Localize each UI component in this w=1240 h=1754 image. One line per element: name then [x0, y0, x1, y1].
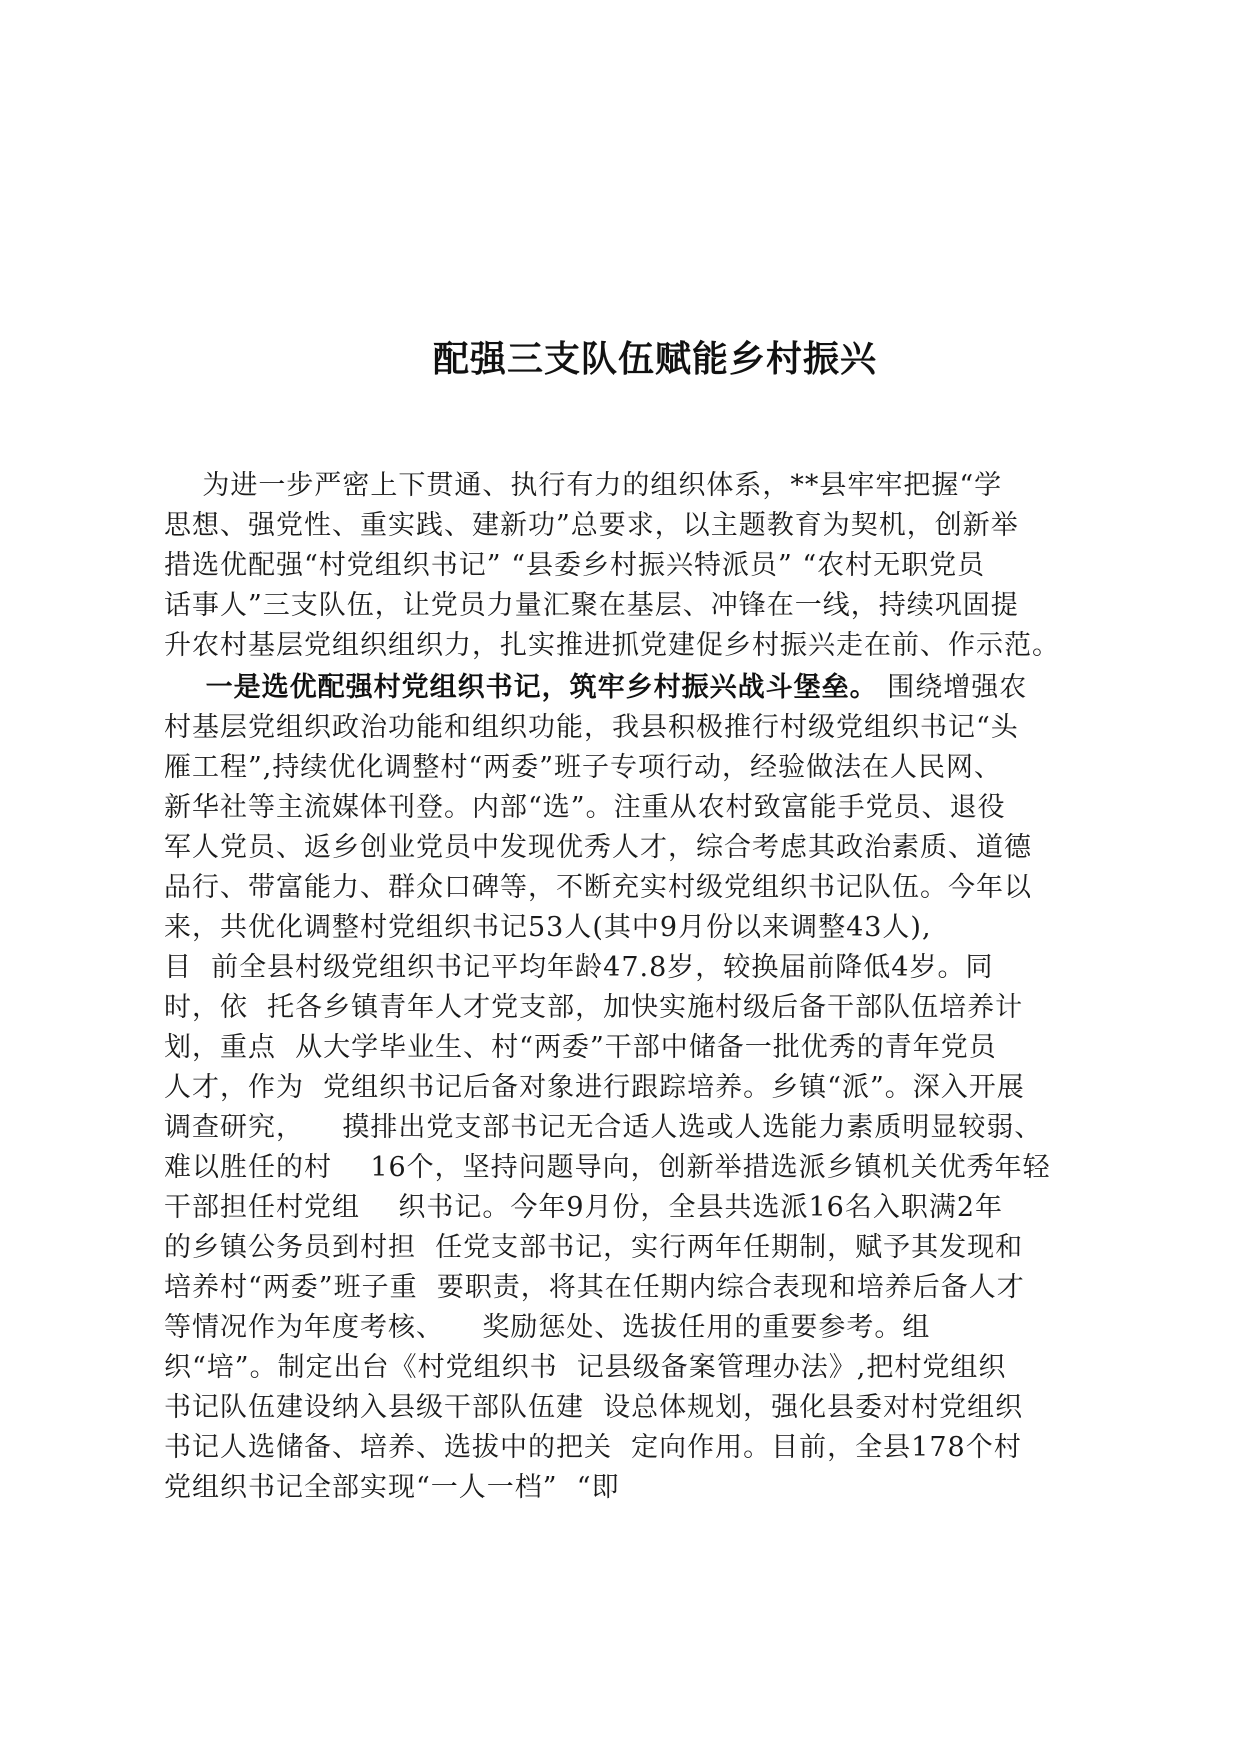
paragraph-line: 话事人”三支队伍，让党员力量汇聚在基层、冲锋在一线，持续巩固提: [164, 590, 1019, 621]
paragraph-line: 织“培”。制定出台《村党组织书 记县级备案管理办法》,把村党组织: [164, 1352, 1007, 1383]
paragraph-line: 雁工程”,持续优化调整村“两委”班子专项行动，经验做法在人民网、: [164, 752, 1002, 783]
section-heading: 一是选优配强村党组织书记，筑牢乡村振兴战斗堡垒。: [164, 672, 878, 703]
section-one-paragraph: [164, 668, 1084, 1508]
paragraph-line: 难以胜任的村 16个，坚持问题导向，创新举措选派乡镇机关优秀年轻: [164, 1152, 1051, 1183]
paragraph-line: 调查研究， 摸排出党支部书记无合适人选或人选能力素质明显较弱、: [164, 1112, 1043, 1143]
paragraph-line: 措选优配强“村党组织书记” “县委乡村振兴特派员” “农村无职党员: [164, 550, 986, 581]
paragraph-line: 等情况作为年度考核、 奖励惩处、选拔任用的重要参考。组: [164, 1312, 931, 1343]
paragraph-line: 为进一步严密上下贯通、执行有力的组织体系，**县牢牢把握“学: [164, 470, 1003, 501]
paragraph-line: 思想、强党性、重实践、建新功”总要求，以主题教育为契机，创新举: [164, 510, 1019, 541]
document-title: 配强三支队伍赋能乡村振兴: [432, 339, 877, 380]
paragraph-line: 村基层党组织政治功能和组织功能，我县积极推行村级党组织书记“头: [164, 712, 1019, 743]
paragraph-line: 党组织书记全部实现“一人一档” “即: [164, 1472, 620, 1503]
paragraph-line: 干部担任村党组 织书记。今年9月份，全县共选派16名入职满2年: [164, 1192, 1004, 1223]
intro-paragraph: [164, 466, 1084, 666]
paragraph-line: 的乡镇公务员到村担 任党支部书记，实行两年任期制，赋予其发现和: [164, 1232, 1024, 1263]
paragraph-line: 时，依 托各乡镇青年人才党支部，加快实施村级后备干部队伍培养计: [164, 992, 1024, 1023]
paragraph-line: 来，共优化调整村党组织书记53人(其中9月份以来调整43人),: [164, 912, 932, 943]
paragraph-line: 升农村基层党组织组织力，扎实推进抓党建促乡村振兴走在前、作示范。: [164, 630, 1060, 661]
paragraph-line: 新华社等主流媒体刊登。内部“选”。注重从农村致富能手党员、退役: [164, 792, 1006, 823]
paragraph-line: 人才，作为 党组织书记后备对象进行跟踪培养。乡镇“派”。深入开展: [164, 1072, 1025, 1103]
paragraph-text: 围绕增强农: [877, 672, 1028, 703]
paragraph-line: 书记队伍建设纳入县级干部队伍建 设总体规划，强化县委对村党组织: [164, 1392, 1024, 1423]
paragraph-line: 培养村“两委”班子重 要职责，将其在任期内综合表现和培养后备人才: [164, 1272, 1025, 1303]
paragraph-line: 军人党员、返乡创业党员中发现优秀人才，综合考虑其政治素质、道德: [164, 832, 1032, 863]
paragraph-line: 划，重点 从大学毕业生、村“两委”干部中储备一批优秀的青年党员: [164, 1032, 997, 1063]
paragraph-line: 书记人选储备、培养、选拔中的把关 定向作用。目前，全县178个村: [164, 1432, 1022, 1463]
paragraph-line: [164, 668, 1084, 708]
paragraph-line: 目 前全县村级党组织书记平均年龄47.8岁，较换届前降低4岁。同: [164, 952, 994, 983]
paragraph-line: 品行、带富能力、群众口碑等，不断充实村级党组织书记队伍。今年以: [164, 872, 1032, 903]
